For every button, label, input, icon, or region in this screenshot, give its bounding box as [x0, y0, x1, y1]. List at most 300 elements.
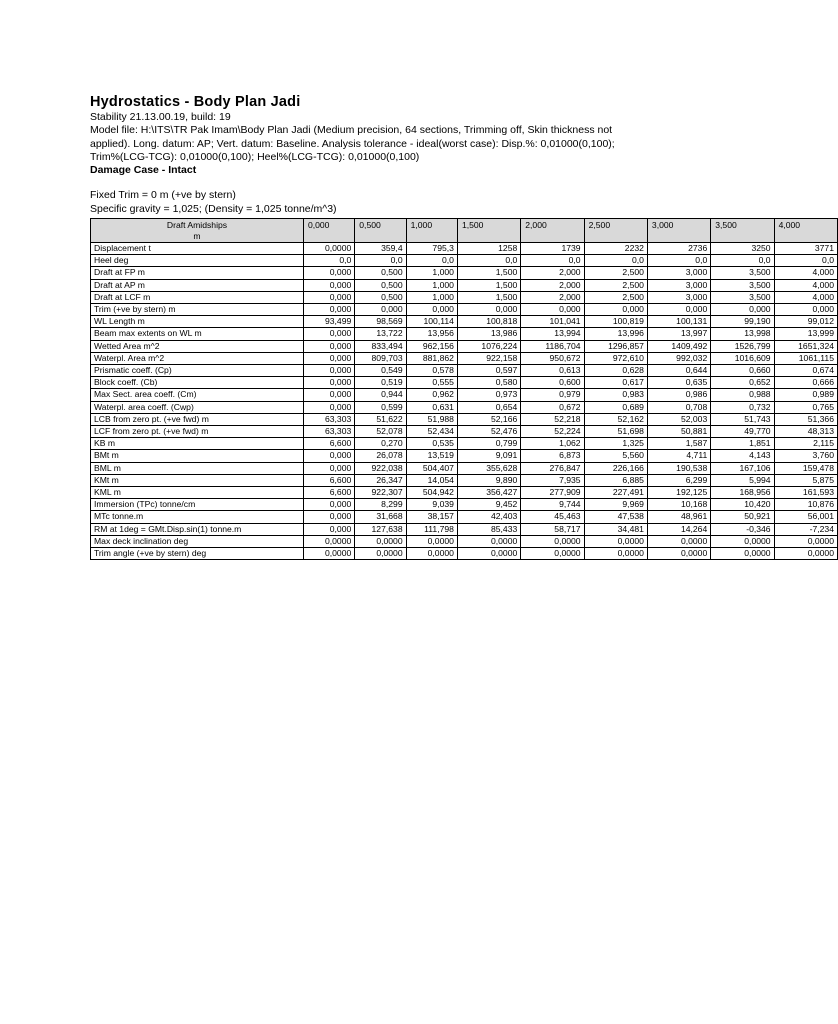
table-cell: 972,610 — [584, 352, 647, 364]
table-cell: 168,956 — [711, 487, 774, 499]
table-cell: 34,481 — [584, 523, 647, 535]
table-cell: 100,819 — [584, 316, 647, 328]
row-label: Beam max extents on WL m — [91, 328, 304, 340]
model-file-line-1: Model file: H:\ITS\TR Pak Imam\Body Plan Jadi (Medium precision, 64 sections, Trimming off, Skin thickness not — [90, 124, 613, 137]
table-cell: 63,303 — [303, 426, 354, 438]
header-label-text: Draft Amidships — [166, 220, 228, 230]
table-cell: 4,143 — [711, 450, 774, 462]
table-cell: 13,986 — [457, 328, 520, 340]
table-cell: 1,000 — [406, 291, 457, 303]
table-cell: 1,587 — [647, 438, 710, 450]
table-cell: 795,3 — [406, 243, 457, 255]
row-label: Immersion (TPc) tonne/cm — [91, 499, 304, 511]
table-cell: 1186,704 — [521, 340, 584, 352]
table-cell: 52,078 — [355, 426, 406, 438]
table-cell: 26,078 — [355, 450, 406, 462]
table-row — [91, 413, 838, 425]
row-label: BML m — [91, 462, 304, 474]
table-cell: 0,000 — [647, 304, 710, 316]
table-cell: 1651,324 — [774, 340, 837, 352]
table-cell: 0,0 — [521, 255, 584, 267]
table-row — [91, 389, 838, 401]
table-cell: 190,538 — [647, 462, 710, 474]
table-row — [91, 535, 838, 547]
table-cell: 833,494 — [355, 340, 406, 352]
table-cell: 52,003 — [647, 413, 710, 425]
table-row — [91, 352, 838, 364]
table-cell: 0,0000 — [711, 535, 774, 547]
table-cell: 127,638 — [355, 523, 406, 535]
table-cell: 51,622 — [355, 413, 406, 425]
table-cell: 99,012 — [774, 316, 837, 328]
table-cell: 0,765 — [774, 401, 837, 413]
table-cell: 0,988 — [711, 389, 774, 401]
table-cell: 0,979 — [521, 389, 584, 401]
table-cell: 9,969 — [584, 499, 647, 511]
table-cell: 0,000 — [303, 511, 354, 523]
table-cell: 9,744 — [521, 499, 584, 511]
table-cell: 52,434 — [406, 426, 457, 438]
row-label: Max deck inclination deg — [91, 535, 304, 547]
row-label: Waterpl. area coeff. (Cwp) — [91, 401, 304, 413]
table-row — [91, 304, 838, 316]
table-cell: 99,190 — [711, 316, 774, 328]
table-cell: 13,722 — [355, 328, 406, 340]
table-cell: 4,000 — [774, 279, 837, 291]
table-cell: 0,0 — [647, 255, 710, 267]
table-cell: 9,091 — [457, 450, 520, 462]
table-cell: 1,851 — [711, 438, 774, 450]
table-cell: 2,000 — [521, 279, 584, 291]
table-cell: 1076,224 — [457, 340, 520, 352]
table-cell: 10,168 — [647, 499, 710, 511]
table-cell: 3,000 — [647, 279, 710, 291]
model-file-line-3: Trim%(LCG-TCG): 0,01000(0,100); Heel%(LCG-TCG): 0,01000(0,100) — [90, 150, 420, 163]
row-label: BMt m — [91, 450, 304, 462]
table-cell: 504,407 — [406, 462, 457, 474]
table-cell: 0,000 — [303, 267, 354, 279]
table-cell: 1,500 — [457, 291, 520, 303]
table-cell: 0,000 — [406, 304, 457, 316]
table-cell: 1061,115 — [774, 352, 837, 364]
table-cell: 0,672 — [521, 401, 584, 413]
table-row — [91, 279, 838, 291]
table-body — [91, 243, 838, 560]
table-cell: 881,862 — [406, 352, 457, 364]
table-cell: 31,668 — [355, 511, 406, 523]
table-cell: 50,881 — [647, 426, 710, 438]
table-cell: 0,0000 — [774, 535, 837, 547]
table-row — [91, 291, 838, 303]
table-cell: 1258 — [457, 243, 520, 255]
table-cell: 58,717 — [521, 523, 584, 535]
table-cell: 3,000 — [647, 291, 710, 303]
table-cell: 192,125 — [647, 487, 710, 499]
header-draft-col: 1,500 — [457, 219, 520, 243]
table-cell: 0,000 — [303, 340, 354, 352]
table-cell: 0,0000 — [584, 535, 647, 547]
stability-version: Stability 21.13.00.19, build: 19 — [90, 111, 231, 123]
table-cell: 1,500 — [457, 267, 520, 279]
table-row — [91, 267, 838, 279]
row-label: Draft at AP m — [91, 279, 304, 291]
table-cell: 0,0000 — [406, 535, 457, 547]
table-row — [91, 511, 838, 523]
row-label: Max Sect. area coeff. (Cm) — [91, 389, 304, 401]
table-cell: 0,732 — [711, 401, 774, 413]
hydrostatics-table — [90, 218, 838, 560]
table-cell: 0,962 — [406, 389, 457, 401]
row-label: Trim (+ve by stern) m — [91, 304, 304, 316]
table-cell: 3,500 — [711, 291, 774, 303]
table-cell: 8,299 — [355, 499, 406, 511]
table-row — [91, 474, 838, 486]
table-cell: 48,961 — [647, 511, 710, 523]
table-cell: 0,519 — [355, 377, 406, 389]
table-cell: 52,224 — [521, 426, 584, 438]
row-label: Heel deg — [91, 255, 304, 267]
header-draft-col: 2,000 — [521, 219, 584, 243]
table-cell: 0,689 — [584, 401, 647, 413]
table-cell: 0,000 — [711, 304, 774, 316]
row-label: RM at 1deg = GMt.Disp.sin(1) tonne.m — [91, 523, 304, 535]
table-cell: 0,0 — [355, 255, 406, 267]
table-cell: 0,986 — [647, 389, 710, 401]
table-cell: 51,698 — [584, 426, 647, 438]
table-cell: 0,000 — [303, 401, 354, 413]
table-cell: 2,000 — [521, 291, 584, 303]
table-cell: 13,997 — [647, 328, 710, 340]
table-cell: 161,593 — [774, 487, 837, 499]
header-draft-col: 4,000 — [774, 219, 837, 243]
table-cell: 6,600 — [303, 487, 354, 499]
table-cell: 0,000 — [303, 304, 354, 316]
table-row — [91, 365, 838, 377]
table-cell: 2736 — [647, 243, 710, 255]
row-label: KMt m — [91, 474, 304, 486]
table-cell: 2,500 — [584, 279, 647, 291]
table-cell: 0,000 — [303, 389, 354, 401]
table-cell: 100,818 — [457, 316, 520, 328]
table-cell: 52,162 — [584, 413, 647, 425]
hydrostatics-table-wrapper — [90, 218, 834, 560]
header-draft-col: 3,000 — [647, 219, 710, 243]
row-label: Block coeff. (Cb) — [91, 377, 304, 389]
header-draft-amidships — [91, 219, 304, 243]
table-cell: 0,0000 — [711, 548, 774, 560]
row-label: Trim angle (+ve by stern) deg — [91, 548, 304, 560]
table-cell: 0,973 — [457, 389, 520, 401]
table-cell: 6,873 — [521, 450, 584, 462]
table-row — [91, 426, 838, 438]
table-cell: 0,000 — [303, 450, 354, 462]
table-cell: 4,711 — [647, 450, 710, 462]
table-cell: 6,299 — [647, 474, 710, 486]
header-draft-col: 0,500 — [355, 219, 406, 243]
table-cell: 0,000 — [303, 499, 354, 511]
table-cell: 0,660 — [711, 365, 774, 377]
table-cell: 1526,799 — [711, 340, 774, 352]
header-draft-col: 2,500 — [584, 219, 647, 243]
table-cell: 0,989 — [774, 389, 837, 401]
table-cell: 50,921 — [711, 511, 774, 523]
table-cell: 0,500 — [355, 267, 406, 279]
table-cell: 42,403 — [457, 511, 520, 523]
row-label: Prismatic coeff. (Cp) — [91, 365, 304, 377]
table-cell: -0,346 — [711, 523, 774, 535]
table-cell: 0,000 — [303, 291, 354, 303]
table-cell: 0,0000 — [774, 548, 837, 560]
table-cell: 0,000 — [303, 279, 354, 291]
table-header-row — [91, 219, 838, 243]
model-file-line-2: applied). Long. datum: AP; Vert. datum: Baseline. Analysis tolerance - ideal(worst case): Disp.%: 0,01000(0,100); — [90, 137, 615, 150]
table-cell: 0,270 — [355, 438, 406, 450]
row-label: WL Length m — [91, 316, 304, 328]
table-cell: 0,000 — [521, 304, 584, 316]
table-row — [91, 499, 838, 511]
table-cell: 2232 — [584, 243, 647, 255]
table-cell: 356,427 — [457, 487, 520, 499]
table-cell: 52,218 — [521, 413, 584, 425]
header-label-unit: m — [193, 231, 201, 241]
table-cell: 6,885 — [584, 474, 647, 486]
table-cell: 0,000 — [355, 304, 406, 316]
table-cell: 167,106 — [711, 462, 774, 474]
row-label: MTc tonne.m — [91, 511, 304, 523]
table-cell: 226,166 — [584, 462, 647, 474]
table-row — [91, 255, 838, 267]
table-cell: 0,000 — [303, 377, 354, 389]
table-row — [91, 548, 838, 560]
table-cell: 9,890 — [457, 474, 520, 486]
table-cell: 1,000 — [406, 279, 457, 291]
table-cell: 0,000 — [457, 304, 520, 316]
table-cell: 0,549 — [355, 365, 406, 377]
table-cell: 1,325 — [584, 438, 647, 450]
row-label: LCB from zero pt. (+ve fwd) m — [91, 413, 304, 425]
table-cell: 1,062 — [521, 438, 584, 450]
table-cell: 0,000 — [774, 304, 837, 316]
table-row — [91, 243, 838, 255]
table-cell: 5,875 — [774, 474, 837, 486]
table-cell: 13,999 — [774, 328, 837, 340]
table-cell: 0,000 — [303, 352, 354, 364]
table-row — [91, 377, 838, 389]
table-row — [91, 487, 838, 499]
table-cell: 9,039 — [406, 499, 457, 511]
table-cell: 7,935 — [521, 474, 584, 486]
table-cell: 49,770 — [711, 426, 774, 438]
table-cell: 2,500 — [584, 267, 647, 279]
table-cell: 0,0000 — [457, 548, 520, 560]
table-cell: 13,996 — [584, 328, 647, 340]
table-cell: 0,0 — [303, 255, 354, 267]
table-cell: 0,644 — [647, 365, 710, 377]
table-cell: 10,420 — [711, 499, 774, 511]
table-cell: 277,909 — [521, 487, 584, 499]
table-cell: 0,652 — [711, 377, 774, 389]
table-cell: 0,600 — [521, 377, 584, 389]
table-cell: 0,0 — [584, 255, 647, 267]
table-cell: 950,672 — [521, 352, 584, 364]
table-cell: 52,166 — [457, 413, 520, 425]
report-title: Hydrostatics - Body Plan Jadi — [90, 94, 301, 110]
table-cell: 0,000 — [303, 462, 354, 474]
table-cell: 0,0000 — [647, 535, 710, 547]
row-label: Waterpl. Area m^2 — [91, 352, 304, 364]
table-cell: 0,0000 — [521, 548, 584, 560]
table-cell: 3,760 — [774, 450, 837, 462]
table-cell: 1296,857 — [584, 340, 647, 352]
table-cell: 0,631 — [406, 401, 457, 413]
table-cell: 5,994 — [711, 474, 774, 486]
table-cell: 111,798 — [406, 523, 457, 535]
table-cell: 51,743 — [711, 413, 774, 425]
table-cell: 9,452 — [457, 499, 520, 511]
table-cell: 1016,609 — [711, 352, 774, 364]
table-row — [91, 438, 838, 450]
table-cell: 0,666 — [774, 377, 837, 389]
table-cell: 13,998 — [711, 328, 774, 340]
table-cell: 0,580 — [457, 377, 520, 389]
table-cell: 0,0000 — [355, 535, 406, 547]
table-cell: 0,628 — [584, 365, 647, 377]
table-cell: 0,500 — [355, 279, 406, 291]
table-cell: -7,234 — [774, 523, 837, 535]
table-cell: 0,000 — [303, 365, 354, 377]
header-draft-col: 0,000 — [303, 219, 354, 243]
table-cell: 3250 — [711, 243, 774, 255]
table-cell: 0,000 — [303, 328, 354, 340]
table-cell: 98,569 — [355, 316, 406, 328]
table-cell: 93,499 — [303, 316, 354, 328]
table-cell: 5,560 — [584, 450, 647, 462]
table-cell: 0,0000 — [457, 535, 520, 547]
table-cell: 13,956 — [406, 328, 457, 340]
table-cell: 0,944 — [355, 389, 406, 401]
table-cell: 992,032 — [647, 352, 710, 364]
row-label: Draft at FP m — [91, 267, 304, 279]
table-cell: 962,156 — [406, 340, 457, 352]
table-cell: 1,500 — [457, 279, 520, 291]
table-cell: 51,988 — [406, 413, 457, 425]
table-cell: 0,654 — [457, 401, 520, 413]
table-cell: 3,500 — [711, 267, 774, 279]
table-cell: 276,847 — [521, 462, 584, 474]
table-cell: 922,038 — [355, 462, 406, 474]
table-row — [91, 340, 838, 352]
table-cell: 0,555 — [406, 377, 457, 389]
table-cell: 4,000 — [774, 267, 837, 279]
table-cell: 63,303 — [303, 413, 354, 425]
table-cell: 0,0000 — [647, 548, 710, 560]
table-cell: 922,158 — [457, 352, 520, 364]
table-row — [91, 523, 838, 535]
table-cell: 355,628 — [457, 462, 520, 474]
table-cell: 85,433 — [457, 523, 520, 535]
table-cell: 6,600 — [303, 438, 354, 450]
table-cell: 3,500 — [711, 279, 774, 291]
table-row — [91, 462, 838, 474]
table-cell: 0,0000 — [406, 548, 457, 560]
table-cell: 0,708 — [647, 401, 710, 413]
table-cell: 2,500 — [584, 291, 647, 303]
table-cell: 56,001 — [774, 511, 837, 523]
table-cell: 51,366 — [774, 413, 837, 425]
table-cell: 0,535 — [406, 438, 457, 450]
table-cell: 13,994 — [521, 328, 584, 340]
table-cell: 0,617 — [584, 377, 647, 389]
table-cell: 100,131 — [647, 316, 710, 328]
fixed-trim: Fixed Trim = 0 m (+ve by stern) — [90, 189, 236, 202]
row-label: Draft at LCF m — [91, 291, 304, 303]
table-cell: 2,115 — [774, 438, 837, 450]
table-row — [91, 401, 838, 413]
report-page — [90, 93, 834, 559]
table-cell: 47,538 — [584, 511, 647, 523]
table-cell: 0,0 — [457, 255, 520, 267]
table-cell: 0,578 — [406, 365, 457, 377]
table-cell: 227,491 — [584, 487, 647, 499]
table-cell: 101,041 — [521, 316, 584, 328]
table-cell: 0,0000 — [521, 535, 584, 547]
specific-gravity: Specific gravity = 1,025; (Density = 1,025 tonne/m^3) — [90, 202, 337, 215]
table-cell: 1,000 — [406, 267, 457, 279]
table-cell: 13,519 — [406, 450, 457, 462]
table-row — [91, 450, 838, 462]
table-cell: 2,000 — [521, 267, 584, 279]
table-cell: 0,0000 — [355, 548, 406, 560]
table-cell: 0,635 — [647, 377, 710, 389]
table-cell: 10,876 — [774, 499, 837, 511]
header-draft-col: 3,500 — [711, 219, 774, 243]
row-label: KB m — [91, 438, 304, 450]
table-cell: 809,703 — [355, 352, 406, 364]
table-cell: 0,983 — [584, 389, 647, 401]
table-cell: 0,000 — [584, 304, 647, 316]
table-row — [91, 328, 838, 340]
table-cell: 922,307 — [355, 487, 406, 499]
table-cell: 0,000 — [303, 523, 354, 535]
table-cell: 3,000 — [647, 267, 710, 279]
row-label: KML m — [91, 487, 304, 499]
table-cell: 0,0000 — [303, 535, 354, 547]
row-label: Wetted Area m^2 — [91, 340, 304, 352]
table-cell: 48,313 — [774, 426, 837, 438]
table-cell: 26,347 — [355, 474, 406, 486]
table-cell: 0,0 — [711, 255, 774, 267]
table-cell: 0,0000 — [303, 243, 354, 255]
table-cell: 0,0 — [406, 255, 457, 267]
table-cell: 1409,492 — [647, 340, 710, 352]
header-draft-col: 1,000 — [406, 219, 457, 243]
table-cell: 359,4 — [355, 243, 406, 255]
table-cell: 0,0 — [774, 255, 837, 267]
table-cell: 504,942 — [406, 487, 457, 499]
table-cell: 4,000 — [774, 291, 837, 303]
table-cell: 38,157 — [406, 511, 457, 523]
table-cell: 0,799 — [457, 438, 520, 450]
table-cell: 0,599 — [355, 401, 406, 413]
damage-case: Damage Case - Intact — [90, 164, 197, 177]
table-cell: 14,264 — [647, 523, 710, 535]
table-cell: 3771 — [774, 243, 837, 255]
table-cell: 0,500 — [355, 291, 406, 303]
table-cell: 0,0000 — [584, 548, 647, 560]
table-row — [91, 316, 838, 328]
table-cell: 1739 — [521, 243, 584, 255]
table-cell: 159,478 — [774, 462, 837, 474]
